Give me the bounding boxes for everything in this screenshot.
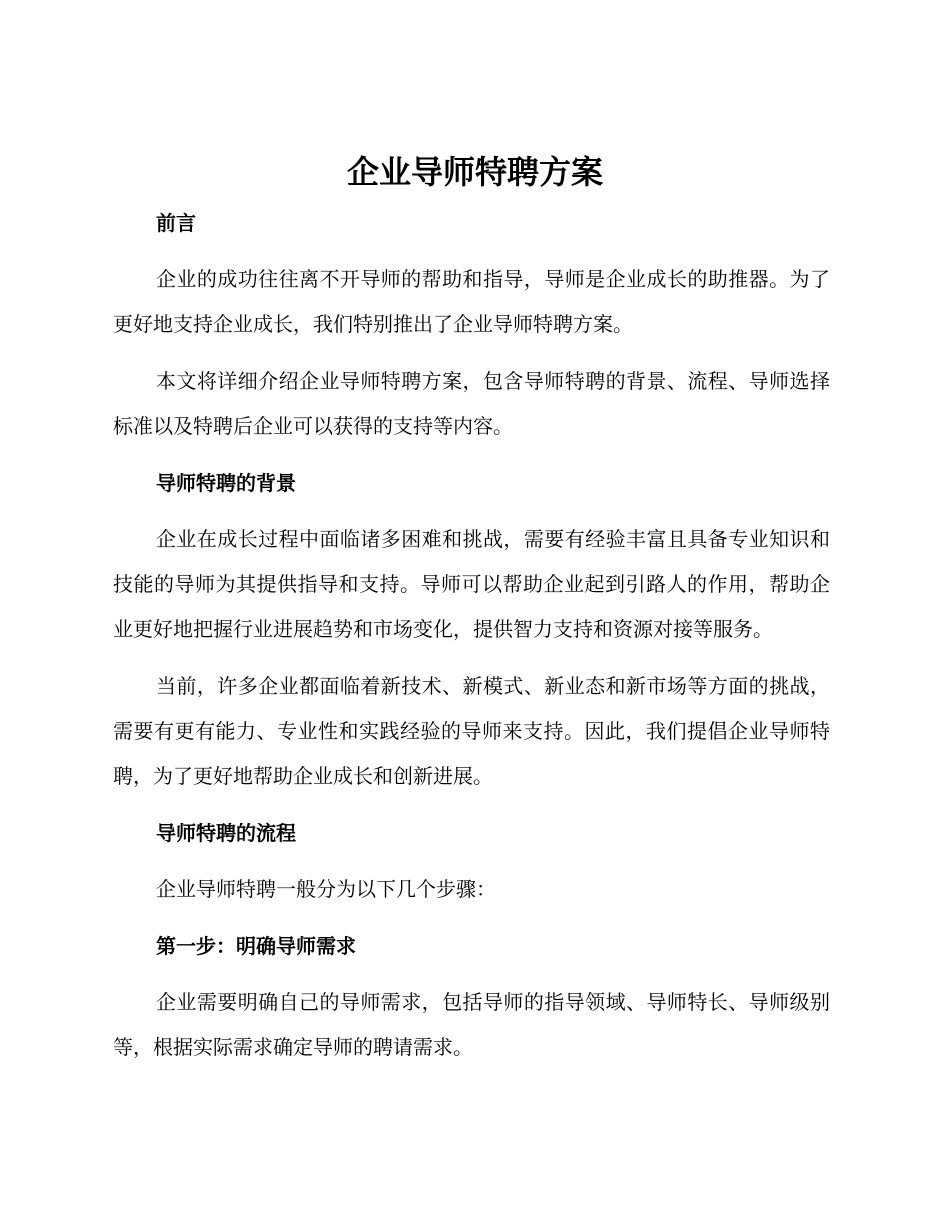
section-heading-preface: 前言 xyxy=(156,211,196,235)
paragraph: 企业需要明确自己的导师需求，包括导师的指导领域、导师特长、导师级别等，根据实际需求确定导师的聘请需求。 xyxy=(113,990,830,1059)
paragraph: 当前，许多企业都面临着新技术、新模式、新业态和新市场等方面的挑战，需要有更有能力、专业性和实践经验的导师来支持。因此，我们提倡企业导师特聘，为了更好地帮助企业成长和创新进展。 xyxy=(113,674,830,788)
paragraph: 本文将详细介绍企业导师特聘方案，包含导师特聘的背景、流程、导师选择标准以及特聘后企业可以获得的支持等内容。 xyxy=(113,369,830,438)
paragraph: 企业的成功往往离不开导师的帮助和指导，导师是企业成长的助推器。为了更好地支持企业成长，我们特别推出了企业导师特聘方案。 xyxy=(113,267,830,336)
section-heading-step-one: 第一步：明确导师需求 xyxy=(156,934,356,958)
paragraph: 企业在成长过程中面临诸多困难和挑战，需要有经验丰富且具备专业知识和技能的导师为其提供指导和支持。导师可以帮助企业起到引路人的作用，帮助企业更好地把握行业进展趋势和市场变化，提供智力支持和资源对接等服务。 xyxy=(113,527,830,641)
section-heading-process: 导师特聘的流程 xyxy=(156,821,296,845)
paragraph: 企业导师特聘一般分为以下几个步骤： xyxy=(156,877,496,901)
document-title: 企业导师特聘方案 xyxy=(346,153,603,191)
section-heading-background: 导师特聘的背景 xyxy=(156,471,296,495)
